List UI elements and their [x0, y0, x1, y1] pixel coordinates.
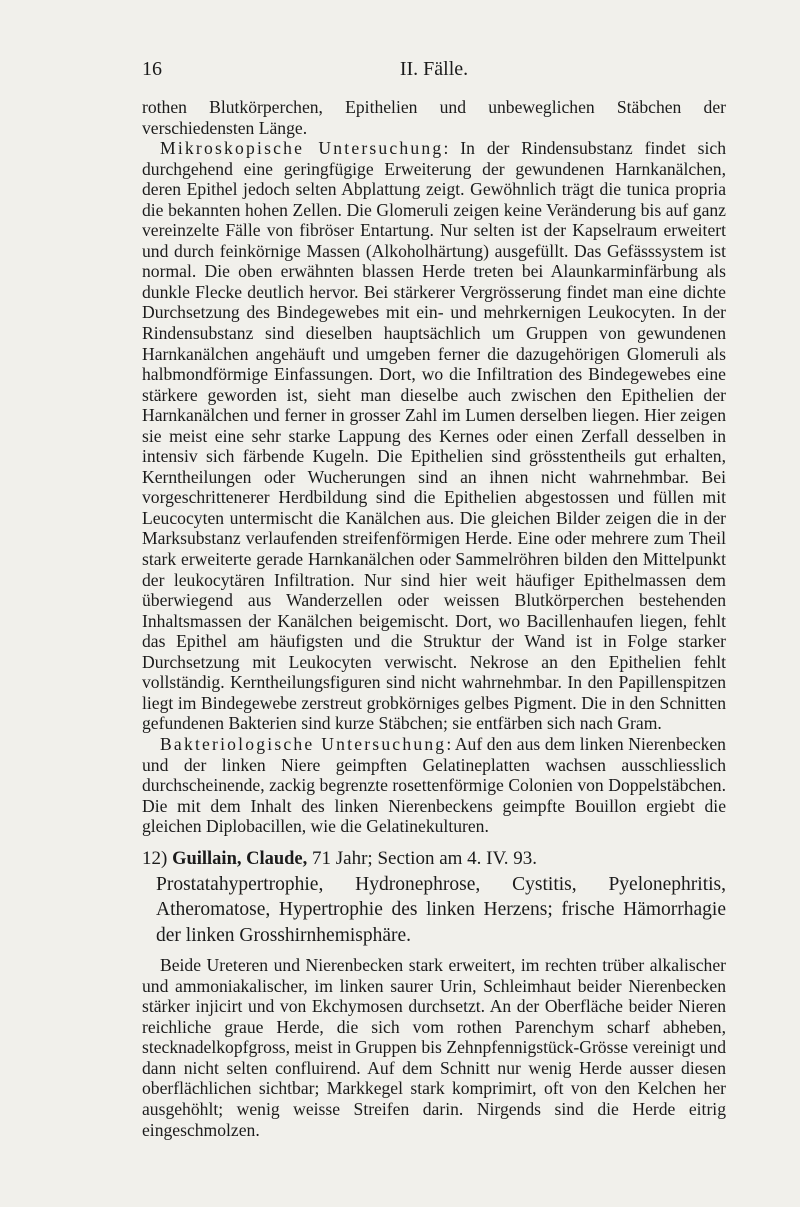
case-number: 12) — [142, 847, 168, 869]
case-details: 71 Jahr; Section am 4. IV. 93. — [312, 847, 538, 869]
page-number: 16 — [142, 58, 162, 80]
paragraph-lead-bacteriological: Bakteriologische Untersuchung — [160, 733, 447, 754]
page-header — [142, 58, 726, 84]
case-patient-name: Guillain, Claude, — [172, 848, 308, 869]
paragraph-microscopic-examination — [142, 138, 726, 734]
case-description: Beide Ureteren und Nierenbecken stark erweitert, im rechten trüber alkalischer und ammoniakalischer, im linken saurer Urin, Schleimhaut beider Nierenbecken stärker injicirt und von Ekchymosen durchsetzt. An der Oberfläche beider Nieren reichliche graue Herde, die sich vom rothen Parenchym scharf abheben, stecknadelkopfgross, meist in Gruppen bis Zehnpfennigstück-Grösse vereinigt und dann nicht selten confluirend. Auf dem Schnitt nur wenig Herde ausser diesen oberflächlichen sichtbar; Markkegel stark komprimirt, oft von den Kelchen her ausgehöhlt; wenig weisse Streifen darin. Nirgends sind die Herde eitrig eingeschmolzen. — [142, 955, 726, 1140]
case-heading — [142, 846, 726, 949]
case-diagnosis: Prostatahypertrophie, Hydronephrose, Cystitis, Pyelonephritis, Atheromatose, Hypertrophie des linken Herzens; frische Hämorrhagie der linken Grosshirnhemisphäre. — [156, 873, 726, 946]
paragraph-text-microscopic: : In der Rindensubstanz findet sich durchgehend eine geringfügige Erweiterung der gewundenen Harnkanälchen, deren Epithel jedoch selten Abplattung zeigt. Gewöhnlich trägt die tunica propria die bekannten hohen Zellen. Die Glomeruli zeigen keine Veränderung bis auf ganz vereinzelte Fälle von fibröser Entartung. Nur selten ist der Kapselraum erweitert und durch feinkörnige Massen (Alkoholhärtung) ausgefüllt. Das Gefässsystem ist normal. Die oben erwähnten blassen Herde treten bei Alaunkarminfärbung als dunkle Flecke deutlich hervor. Bei stärkerer Vergrösserung findet man eine dichte Durchsetzung des Bindegewebes mit ein- und mehrkernigen Leukocyten. In der Rindensubstanz sind dieselben hauptsächlich um Gruppen von gewundenen Harnkanälchen angehäuft und umgeben ferner die dazugehörigen Glomeruli als halbmondförmige Einfassungen. Dort, wo die Infiltration des Bindegewebes eine stärkere geworden ist, sieht man dieselbe auch zwischen den Epithelien der Harnkanälchen und ferner in grosser Zahl im Lumen derselben liegen. Hier zeigen sie meist eine sehr starke Lappung des Kernes oder einen Zerfall desselben in intensiv sich färbende Kugeln. Die Epithelien sind grösstentheils gut erhalten, Kerntheilungen oder Wucherungen sind an ihnen nicht wahrnehmbar. Bei vorgeschrittenerer Herdbildung sind die Epithelien abgestossen und füllen mit Leucocyten untermischt die Kanälchen aus. Die gleichen Bilder zeigen die in der Marksubstanz verlaufenden streifenförmigen Herde. Eine oder mehrere zum Theil stark erweiterte gerade Harnkanälchen oder Sammelröhren bilden den Mittelpunkt der leukocytären Infiltration. Nur sind hier weit häufiger Epithelmassen dem überwiegend aus Wanderzellen oder weissen Blutkörperchen bestehenden Inhaltsmassen der Kanälchen beigemischt. Dort, wo Bacillenhaufen liegen, fehlt das Epithel am häufigsten und die Struktur der Wand ist in Folge starker Durchsetzung mit Leukocyten verwischt. Nekrose an den Epithelien fehlt vollständig. Kerntheilungsfiguren sind nicht wahrnehmbar. In den Papillenspitzen liegt im Bindegewebe zerstreut grobkörniges gelbes Pigment. Die in den Schnitten gefundenen Bakterien sind kurze Stäbchen; sie entfärben sich nach Gram. — [142, 138, 727, 734]
paragraph-lead-microscopic: Mikroskopische Untersuchung — [160, 138, 444, 159]
text-column — [142, 97, 726, 1140]
running-title: II. Fälle. — [399, 58, 469, 80]
paragraph-bacteriological-examination — [142, 734, 726, 837]
paragraph-continuation: rothen Blutkörperchen, Epithelien und unbeweglichen Stäbchen der verschiedensten Länge. — [142, 97, 726, 138]
paragraph-text-bacteriological: : Auf den aus dem linken Nierenbecken und der linken Niere geimpften Gelatineplatten wachsen ausschliesslich durchscheinende, zackig begrenzte rosettenförmige Colonien von Doppelstäbchen. Die mit dem Inhalt des linken Nierenbeckens geimpfte Bouillon ergiebt die gleichen Diplobacillen, wie die Gelatinekulturen. — [142, 733, 726, 837]
